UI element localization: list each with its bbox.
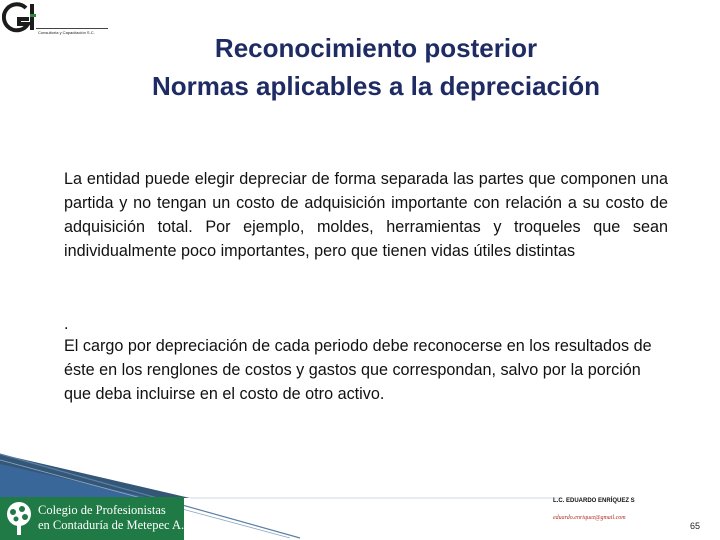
slide-title-line2: Normas aplicables a la depreciación	[152, 71, 600, 101]
college-name-line1: Colegio de Profesionistas	[38, 503, 166, 517]
author-email: eduardo.enriquez@gmail.com	[553, 515, 626, 521]
paragraph-2-block	[64, 314, 668, 406]
tree-icon	[2, 500, 36, 537]
page-number: 65	[690, 521, 701, 531]
college-logo	[0, 497, 196, 540]
slide-title-line1: Reconocimiento posterior	[214, 33, 538, 63]
college-name-line2: en Contaduría de Metepec A.C.	[38, 518, 196, 532]
paragraph-2: El cargo por depreciación de cada periodo debe reconocerse en los resultados de éste en los renglones de costos y gastos que correspondan, salvo por la porción que deba incluirse en el costo de otro activo.	[64, 337, 652, 403]
paragraph-2-marker: .	[64, 315, 69, 333]
paragraph-1: La entidad puede elegir depreciar de forma separada las partes que componen una partida y no tengan un costo de adquisición importante con relación a su costo de adquisición total. Por ejemplo, moldes, herramientas y troqueles que sean individualmente poco importantes, pero que tienen vidas útiles distintas	[64, 170, 668, 260]
logo-divider	[36, 28, 108, 29]
college-name	[38, 503, 196, 533]
logo-caption: Consultoría y Capacitación S.C.	[38, 30, 95, 35]
author-name: L.C. EDUARDO ENRÍQUEZ S	[553, 498, 635, 504]
